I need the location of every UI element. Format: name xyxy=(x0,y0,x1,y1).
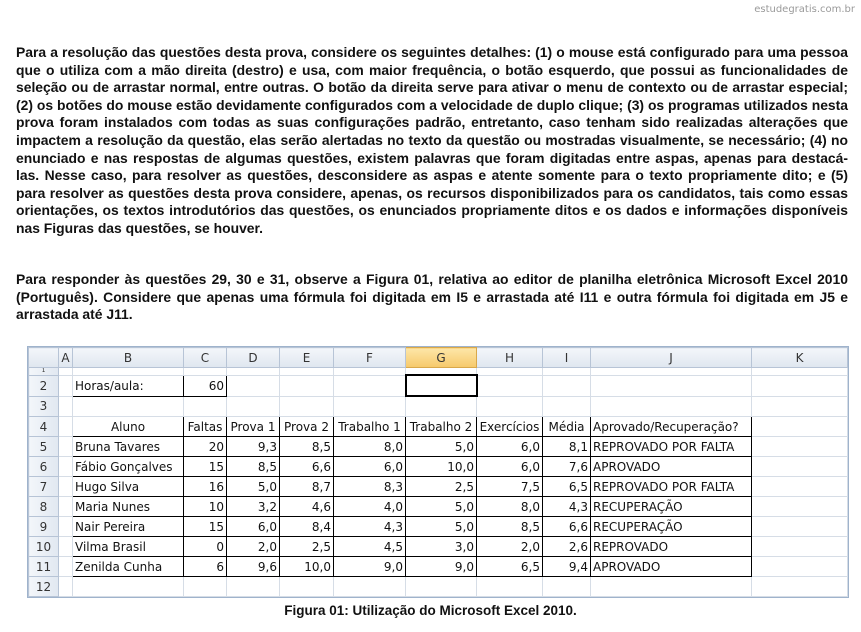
cell[interactable] xyxy=(59,457,73,477)
cell[interactable] xyxy=(59,375,73,396)
situacao-cell[interactable]: APROVADO xyxy=(591,457,752,477)
prova-2-cell[interactable]: 8,4 xyxy=(280,517,334,537)
cell[interactable] xyxy=(752,557,848,577)
media-cell[interactable]: 9,4 xyxy=(543,557,591,577)
row-header[interactable]: 5 xyxy=(29,437,59,457)
exercicios-cell[interactable]: 6,0 xyxy=(477,437,543,457)
trabalho-2-cell[interactable]: 5,0 xyxy=(406,497,477,517)
instructions-paragraph: Para a resolução das questões desta prova, considere os seguintes detalhes: (1) o mouse está configurado para uma pessoa que o utiliza com a mão direita (destro) e usa, com maior frequência, o botão esquerdo, que possui as funcionalidades de seleção ou de arrastar normal, entre outras. O botão da direita serve para ativar o menu de contexto ou de arrastar especial; (2) os botões do mouse estão devidamente configurados com a velocidade de duplo clique; (3) os programas utilizados nesta prova foram instalados com todas as suas configurações padrão, entretanto, caso tenham sido realizadas alterações que impactem a resolução da questão, elas serão alertadas no texto da questão ou mostradas visualmente, se necessário; (4) no enunciado e nas respostas de algumas questões, existem palavras que foram digitadas entre aspas, apenas para destacá-las. Nesse caso, para resolver as questões, desconsidere as aspas e atente somente para o texto propriamente dito; e (5) para resolver as questões desta prova considere, apenas, os recursos disponibilizados para os candidatos, tais como essas orientações, os textos introdutórios das questões, os enunciados propriamente ditos e os dados e informações disponíveis nas Figuras das questões, se houver. xyxy=(16,44,848,236)
row-header[interactable]: 12 xyxy=(29,577,59,597)
table-header-row xyxy=(29,417,848,437)
trabalho-1-cell[interactable]: 4,5 xyxy=(334,537,406,557)
cell[interactable] xyxy=(59,517,73,537)
prova-1-cell[interactable]: 9,3 xyxy=(227,437,280,457)
cell[interactable] xyxy=(752,537,848,557)
media-cell[interactable]: 6,6 xyxy=(543,517,591,537)
column-header-j[interactable]: J xyxy=(591,348,752,368)
cell[interactable] xyxy=(59,417,73,437)
situacao-cell[interactable]: REPROVADO POR FALTA xyxy=(591,437,752,457)
exercicios-cell[interactable]: 7,5 xyxy=(477,477,543,497)
column-header-a[interactable]: A xyxy=(59,348,73,368)
faltas-cell[interactable]: 20 xyxy=(184,437,227,457)
table-row xyxy=(29,557,848,577)
active-cell-g2[interactable] xyxy=(406,375,477,396)
trabalho-1-cell[interactable]: 8,3 xyxy=(334,477,406,497)
row-header[interactable]: 11 xyxy=(29,557,59,577)
prova-2-cell[interactable]: 10,0 xyxy=(280,557,334,577)
cell[interactable] xyxy=(543,375,591,396)
column-header-b[interactable]: B xyxy=(73,348,184,368)
exercicios-cell[interactable]: 8,0 xyxy=(477,497,543,517)
exercicios-cell[interactable]: 8,5 xyxy=(477,517,543,537)
cell[interactable] xyxy=(280,375,334,396)
cell[interactable] xyxy=(752,437,848,457)
row-header[interactable]: 8 xyxy=(29,497,59,517)
cell[interactable] xyxy=(752,477,848,497)
media-cell[interactable]: 2,6 xyxy=(543,537,591,557)
exercicios-cell[interactable]: 6,0 xyxy=(477,457,543,477)
header-media[interactable]: Média xyxy=(543,417,591,437)
trabalho-1-cell[interactable]: 4,0 xyxy=(334,497,406,517)
table-row xyxy=(29,457,848,477)
trabalho-1-cell[interactable]: 9,0 xyxy=(334,557,406,577)
student-name-cell[interactable]: Bruna Tavares xyxy=(73,437,184,457)
table-row xyxy=(29,517,848,537)
cell[interactable] xyxy=(752,457,848,477)
table-row xyxy=(29,537,848,557)
trabalho-2-cell[interactable]: 5,0 xyxy=(406,517,477,537)
header-trabalho-2[interactable]: Trabalho 2 xyxy=(406,417,477,437)
student-name-cell[interactable]: Nair Pereira xyxy=(73,517,184,537)
header-prova-1[interactable]: Prova 1 xyxy=(227,417,280,437)
prova-2-cell[interactable]: 8,7 xyxy=(280,477,334,497)
media-cell[interactable]: 8,1 xyxy=(543,437,591,457)
cell[interactable] xyxy=(227,375,280,396)
row-header[interactable]: 10 xyxy=(29,537,59,557)
column-header-d[interactable]: D xyxy=(227,348,280,368)
situacao-cell[interactable]: APROVADO xyxy=(591,557,752,577)
situacao-cell[interactable]: RECUPERAÇÃO xyxy=(591,497,752,517)
header-prova-2[interactable]: Prova 2 xyxy=(280,417,334,437)
sheet-row xyxy=(29,368,848,376)
prova-1-cell[interactable]: 3,2 xyxy=(227,497,280,517)
media-cell[interactable]: 7,6 xyxy=(543,457,591,477)
table-row xyxy=(29,437,848,457)
row-header[interactable]: 7 xyxy=(29,477,59,497)
student-name-cell[interactable]: Maria Nunes xyxy=(73,497,184,517)
trabalho-1-cell[interactable]: 4,3 xyxy=(334,517,406,537)
exercicios-cell[interactable]: 6,5 xyxy=(477,557,543,577)
cell[interactable] xyxy=(591,375,752,396)
trabalho-2-cell[interactable]: 2,5 xyxy=(406,477,477,497)
faltas-cell[interactable]: 15 xyxy=(184,517,227,537)
row-header[interactable]: 6 xyxy=(29,457,59,477)
trabalho-2-cell[interactable]: 3,0 xyxy=(406,537,477,557)
prova-2-cell[interactable]: 4,6 xyxy=(280,497,334,517)
column-header-f[interactable]: F xyxy=(334,348,406,368)
faltas-cell[interactable]: 6 xyxy=(184,557,227,577)
header-trabalho-1[interactable]: Trabalho 1 xyxy=(334,417,406,437)
row-header[interactable]: 9 xyxy=(29,517,59,537)
cell[interactable] xyxy=(59,437,73,457)
student-name-cell[interactable]: Fábio Gonçalves xyxy=(73,457,184,477)
situacao-cell[interactable]: REPROVADO POR FALTA xyxy=(591,477,752,497)
cell[interactable] xyxy=(59,537,73,557)
question-intro-paragraph: Para responder às questões 29, 30 e 31, observe a Figura 01, relativa ao editor de planilha eletrônica Microsoft Excel 2010 (Português). Considere que apenas uma fórmula foi digitada em I5 e arrastada até I11 e outra fórmula foi digitada em J5 e arrastada até J11. xyxy=(16,271,848,323)
table-row xyxy=(29,477,848,497)
column-header-k[interactable]: K xyxy=(752,348,848,368)
cell[interactable] xyxy=(752,497,848,517)
column-header-c[interactable]: C xyxy=(184,348,227,368)
select-all-corner[interactable] xyxy=(29,348,59,368)
media-cell[interactable]: 4,3 xyxy=(543,497,591,517)
exercicios-cell[interactable]: 2,0 xyxy=(477,537,543,557)
cell[interactable] xyxy=(334,375,406,396)
prova-1-cell[interactable]: 9,6 xyxy=(227,557,280,577)
row-header[interactable]: 1 xyxy=(29,368,59,376)
sheet-row xyxy=(29,375,848,396)
prova-1-cell[interactable]: 8,5 xyxy=(227,457,280,477)
row-header[interactable]: 2 xyxy=(29,375,59,396)
prova-1-cell[interactable]: 5,0 xyxy=(227,477,280,497)
trabalho-2-cell[interactable]: 9,0 xyxy=(406,557,477,577)
sheet-row xyxy=(29,577,848,597)
prova-2-cell[interactable]: 2,5 xyxy=(280,537,334,557)
column-header-g[interactable]: G xyxy=(406,348,477,368)
cell[interactable] xyxy=(477,375,543,396)
faltas-cell[interactable]: 16 xyxy=(184,477,227,497)
faltas-cell[interactable]: 0 xyxy=(184,537,227,557)
faltas-cell[interactable]: 10 xyxy=(184,497,227,517)
table-row xyxy=(29,497,848,517)
cell[interactable] xyxy=(59,497,73,517)
row-header[interactable]: 3 xyxy=(29,396,59,417)
media-cell[interactable]: 6,5 xyxy=(543,477,591,497)
cell[interactable] xyxy=(752,375,848,396)
hours-label-cell[interactable]: Horas/aula: xyxy=(73,375,184,396)
cell[interactable] xyxy=(59,557,73,577)
spreadsheet-grid xyxy=(28,347,848,597)
row-header[interactable]: 4 xyxy=(29,417,59,437)
header-aprovado[interactable]: Aprovado/Recuperação? xyxy=(591,417,752,437)
column-header-row xyxy=(29,348,848,368)
prova-2-cell[interactable]: 6,6 xyxy=(280,457,334,477)
column-header-e[interactable]: E xyxy=(280,348,334,368)
student-name-cell[interactable]: Vilma Brasil xyxy=(73,537,184,557)
watermark: estudegratis.com.br xyxy=(754,4,855,15)
trabalho-1-cell[interactable]: 8,0 xyxy=(334,437,406,457)
trabalho-2-cell[interactable]: 10,0 xyxy=(406,457,477,477)
cell[interactable] xyxy=(59,477,73,497)
trabalho-2-cell[interactable]: 5,0 xyxy=(406,437,477,457)
cell[interactable] xyxy=(752,417,848,437)
figure-caption: Figura 01: Utilização do Microsoft Excel 2010. xyxy=(284,603,577,618)
trabalho-1-cell[interactable]: 6,0 xyxy=(334,457,406,477)
prova-2-cell[interactable]: 8,5 xyxy=(280,437,334,457)
excel-spreadsheet xyxy=(27,346,849,598)
prova-1-cell[interactable]: 6,0 xyxy=(227,517,280,537)
header-aluno[interactable]: Aluno xyxy=(73,417,184,437)
sheet-row xyxy=(29,396,848,417)
student-name-cell[interactable]: Zenilda Cunha xyxy=(73,557,184,577)
situacao-cell[interactable]: RECUPERAÇÃO xyxy=(591,517,752,537)
column-header-h[interactable]: H xyxy=(477,348,543,368)
column-header-i[interactable]: I xyxy=(543,348,591,368)
cell[interactable] xyxy=(752,517,848,537)
header-exercicios[interactable]: Exercícios xyxy=(477,417,543,437)
student-name-cell[interactable]: Hugo Silva xyxy=(73,477,184,497)
header-faltas[interactable]: Faltas xyxy=(184,417,227,437)
situacao-cell[interactable]: REPROVADO xyxy=(591,537,752,557)
faltas-cell[interactable]: 15 xyxy=(184,457,227,477)
prova-1-cell[interactable]: 2,0 xyxy=(227,537,280,557)
hours-value-cell[interactable]: 60 xyxy=(184,375,227,396)
